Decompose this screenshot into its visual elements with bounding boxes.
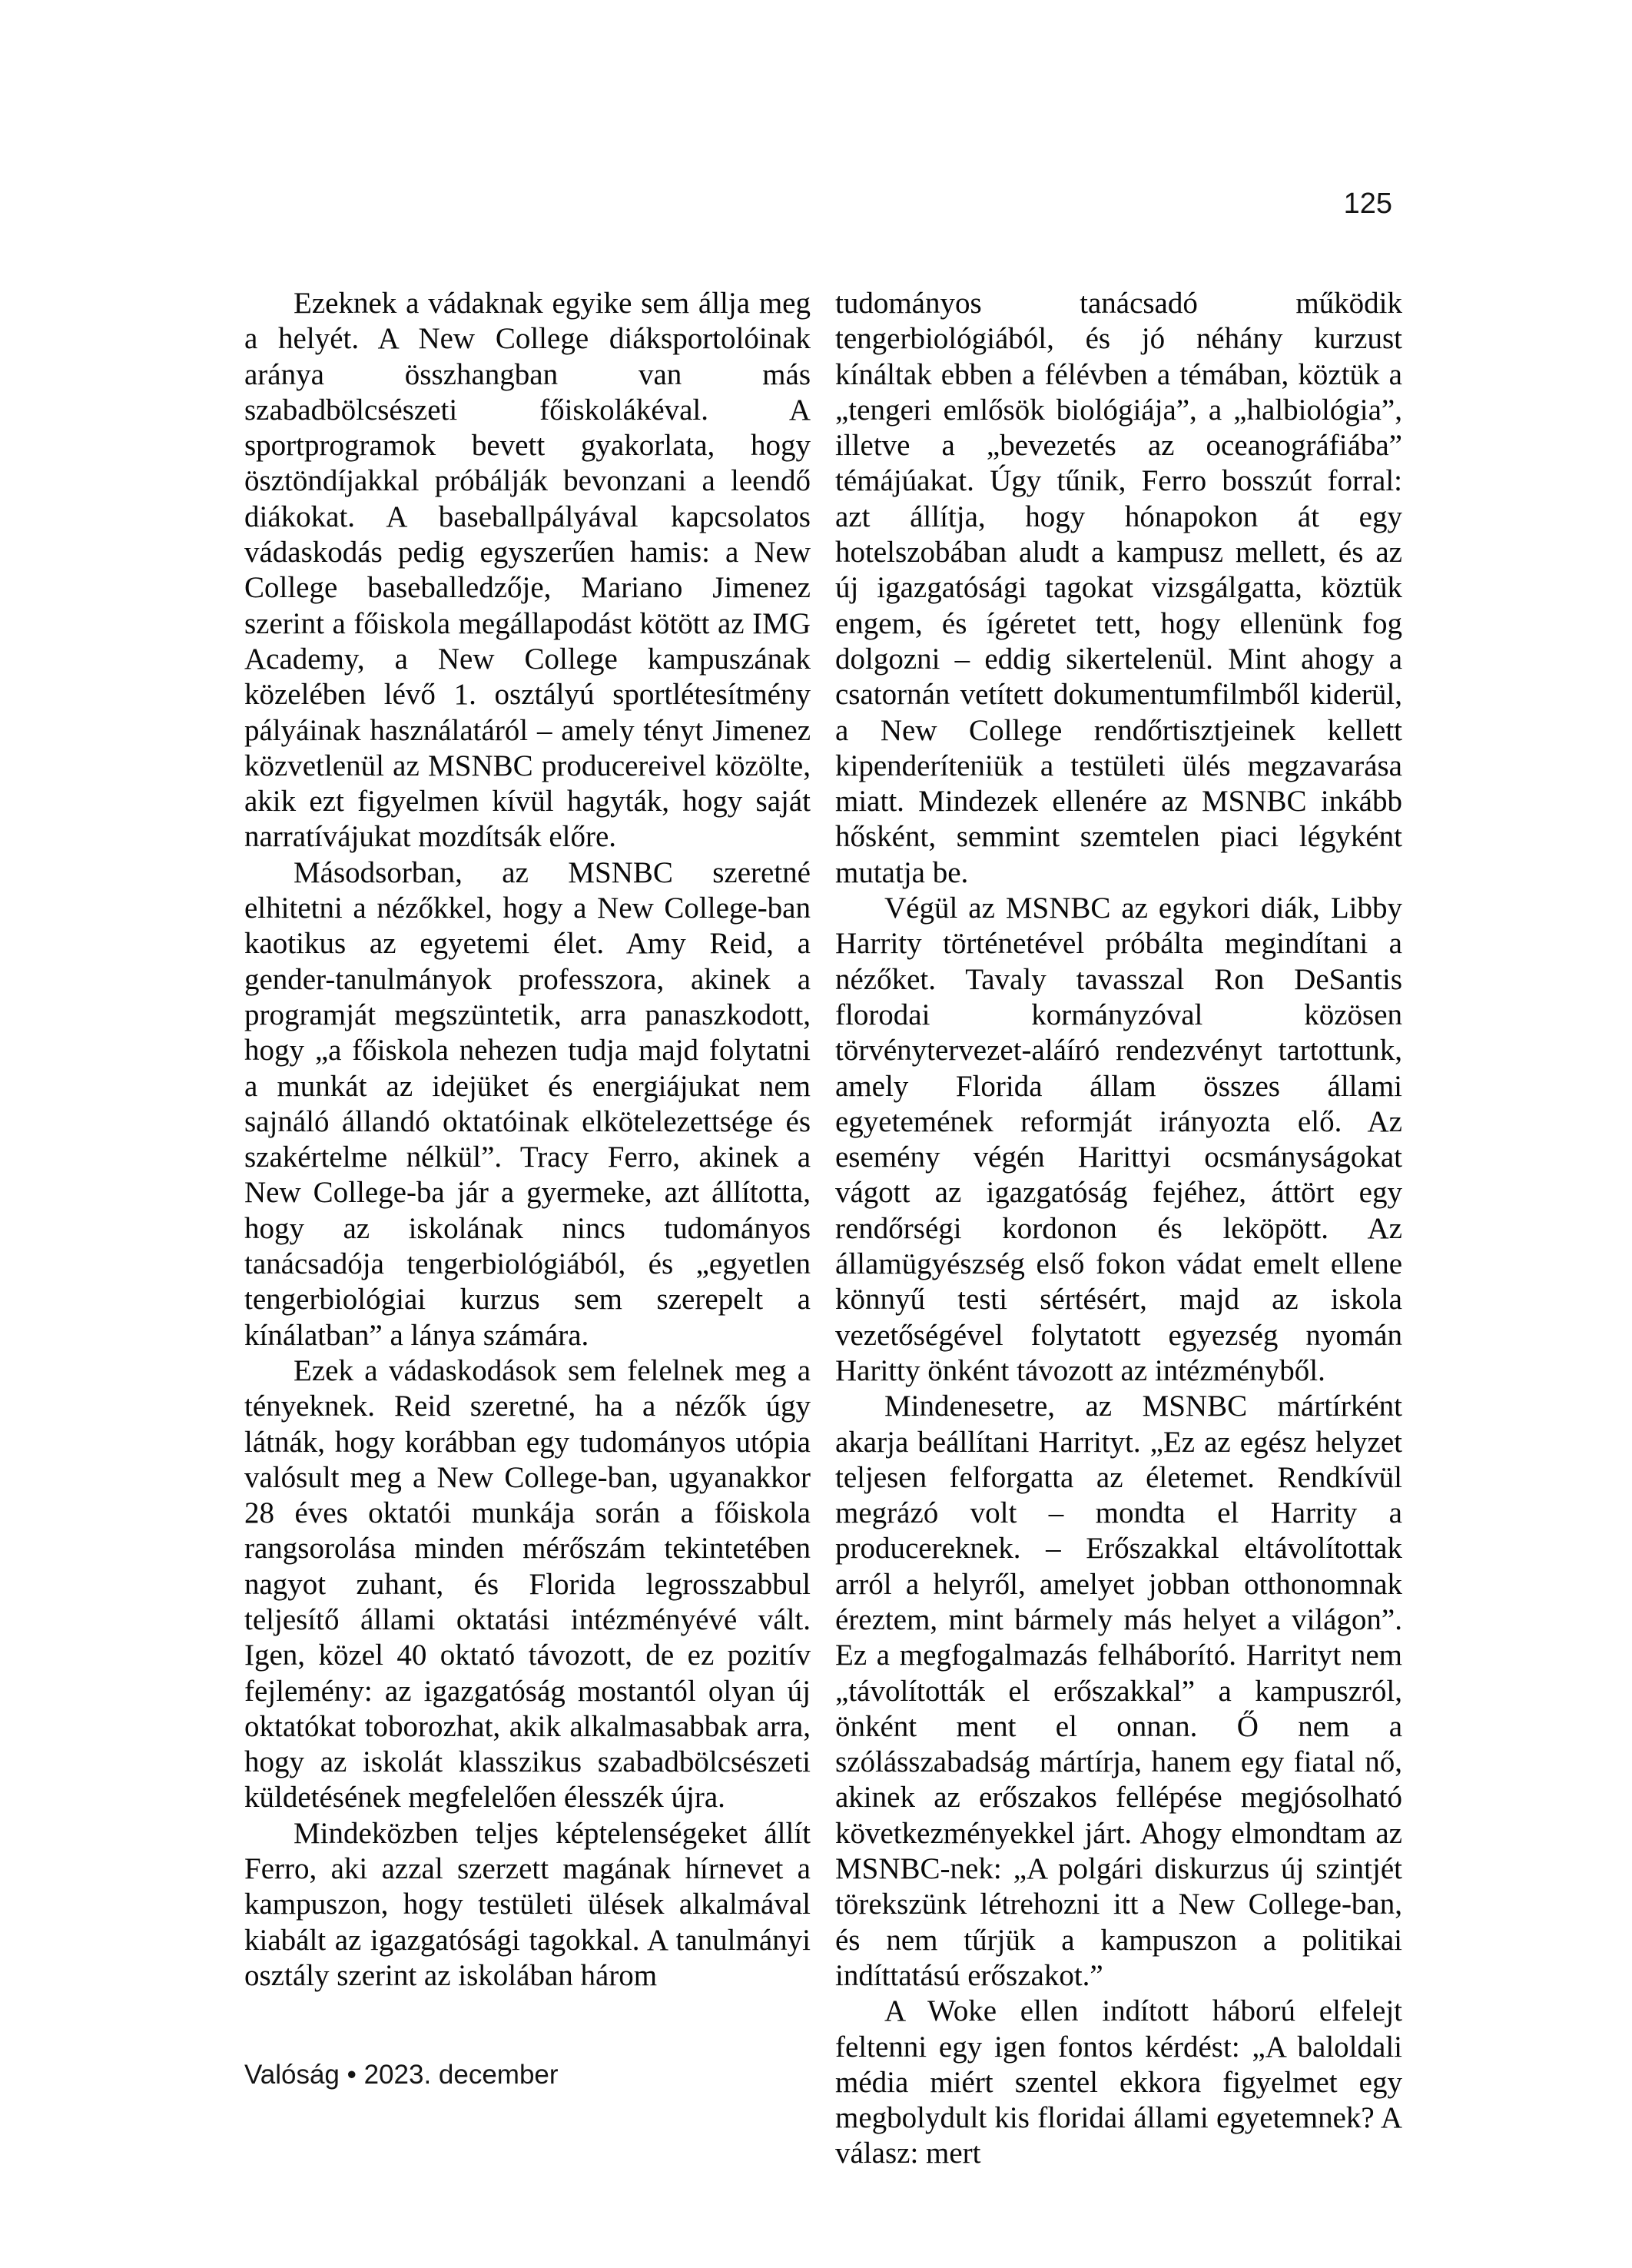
journal-footer: Valóság • 2023. december [244,2060,559,2090]
page-number: 125 [1343,188,1392,220]
paragraph: A Woke ellen indított háború elfelejt feltenni egy igen fontos kérdést: „A baloldali média miért szentel ekkora figyelmet egy megbolydult kis floridai állami egyetemnek? A válasz: mert [835,1994,1402,2170]
paragraph: Mindenesetre, az MSNBC mártírként akarja beállítani Harrityt. „Ez az egész helyzet teljesen felforgatta az életemet. Rendkívül megrázó volt – mondta el Harrity a producereknek. – Erőszakkal eltávolítottak arról a helyről, amelyet jobban otthonomnak éreztem, mint bármely más helyet a világon”. Ez a megfogalmazás felháborító. Harrityt nem „távolították el erőszakkal” a kampuszról, önként ment el onnan. Ő nem a szólásszabadság mártírja, hanem egy fiatal nő, akinek az erőszakos fellépése megjósolható következményekkel járt. Ahogy elmondtam az MSNBC-nek: „A polgári diskurzus új szintjét törekszünk létrehozni itt a New College-ban, és nem tűrjük a kampuszon a politikai indíttatású erőszakot.” [835,1390,1402,1992]
paragraph-continuation: tudományos tanácsadó működik tengerbiológiából, és jó néhány kurzust kínáltak ebben a félévben a témában, köztük a „tengeri emlősök biológiája”, a „halbiológia”, illetve a „bevezetés az oceanográfiába” témájúakat. Úgy tűnik, Ferro bosszút forral: azt állítja, hogy hónapokon át egy hotelszobában aludt a kampusz mellett, és az új igazgatósági tagokat vizsgálgatta, köztük engem, és ígéretet tett, hogy ellenünk fog dolgozni – eddig sikertelenül. Mint ahogy a csatornán vetített dokumentumfilmből kiderül, a New College rendőrtisztjeinek kellett kipenderíteniük a testületi ülés megzavarása miatt. Mindezek ellenére az MSNBC inkább hősként, semmint szemtelen piaci légyként mutatja be. [835,287,1402,889]
text-column-left [244,286,811,1994]
paragraph: Ezek a vádaskodások sem felelnek meg a tényeknek. Reid szeretné, ha a nézők úgy látnák, hogy korábban egy tudományos utópia valósult meg a New College-ban, ugyanakkor 28 éves oktatói munkája során a főiskola rangsorolása minden mérőszám tekintetében nagyot zuhant, és Florida legrosszabbul teljesítő állami oktatási intézményévé vált. Igen, közel 40 oktató távozott, de ez pozitív fejlemény: az igazgatóság mostantól olyan új oktatókat toborozhat, akik alkalmasabbak arra, hogy az iskolát klasszikus szabadbölcsészeti küldetésének megfelelően élesszék újra. [244,1353,811,1815]
paragraph: Végül az MSNBC az egykori diák, Libby Harrity történetével próbálta megindítani a nézőket. Tavaly tavasszal Ron DeSantis florodai kormányzóval közösen törvénytervezet-aláíró rendezvényt tartottunk, amely Florida állam összes állami egyetemének reformját irányozta elő. Az esemény végén Harittyi ocsmányságokat vágott az igazgatóság fejéhez, áttört egy rendőrségi kordonon és leköpött. Az államügyészség első fokon vádat emelt ellene könnyű testi sértésért, majd az iskola vezetőségével folytatott egyezség nyomán Haritty önként távozott az intézményből. [835,892,1402,1387]
paragraph: Másodsorban, az MSNBC szeretné elhitetni a nézőkkel, hogy a New College-ban kaotikus az egyetemi élet. Amy Reid, a gender-tanulmányok professzora, akinek a programját megszüntetik, arra panaszkodott, hogy „a főiskola nehezen tudja majd folytatni a munkát az idejüket és energiájukat nem sajnáló állandó oktatóinak elkötelezettsége és szakértelme nélkül”. Tracy Ferro, akinek a New College-ba jár a gyermeke, azt állította, hogy az iskolának nincs tudományos tanácsadója tengerbiológiából, és „egyetlen tengerbiológiai kurzus sem szerepelt a kínálatban” a lánya számára. [244,855,811,1352]
paragraph: Ezeknek a vádaknak egyike sem állja meg a helyét. A New College diáksportolóinak aránya összhangban van más szabadbölcsészeti főiskolákéval. A sportprogramok bevett gyakorlata, hogy ösztöndíjakkal próbálják bevonzani a leendő diákokat. A baseballpályával kapcsolatos vádaskodás pedig egyszerűen hamis: a New College baseballedzője, Mariano Jimenez szerint a főiskola megállapodást kötött az IMG Academy, a New College kampuszának közelében lévő 1. osztályú sportlétesítmény pályáinak használatáról – amely tényt Jimenez közvetlenül az MSNBC producereivel közölte, akik ezt figyelmen kívül hagyták, hogy saját narratívájukat mozdítsák előre. [244,287,811,854]
text-column-right [835,286,1402,2172]
paragraph: Mindeközben teljes képtelenségeket állít Ferro, aki azzal szerzett magának hírnevet a kampuszon, hogy testületi ülések alkalmával kiabált az igazgatósági tagokkal. A tanulmányi osztály szerint az iskolában három [244,1816,811,1992]
